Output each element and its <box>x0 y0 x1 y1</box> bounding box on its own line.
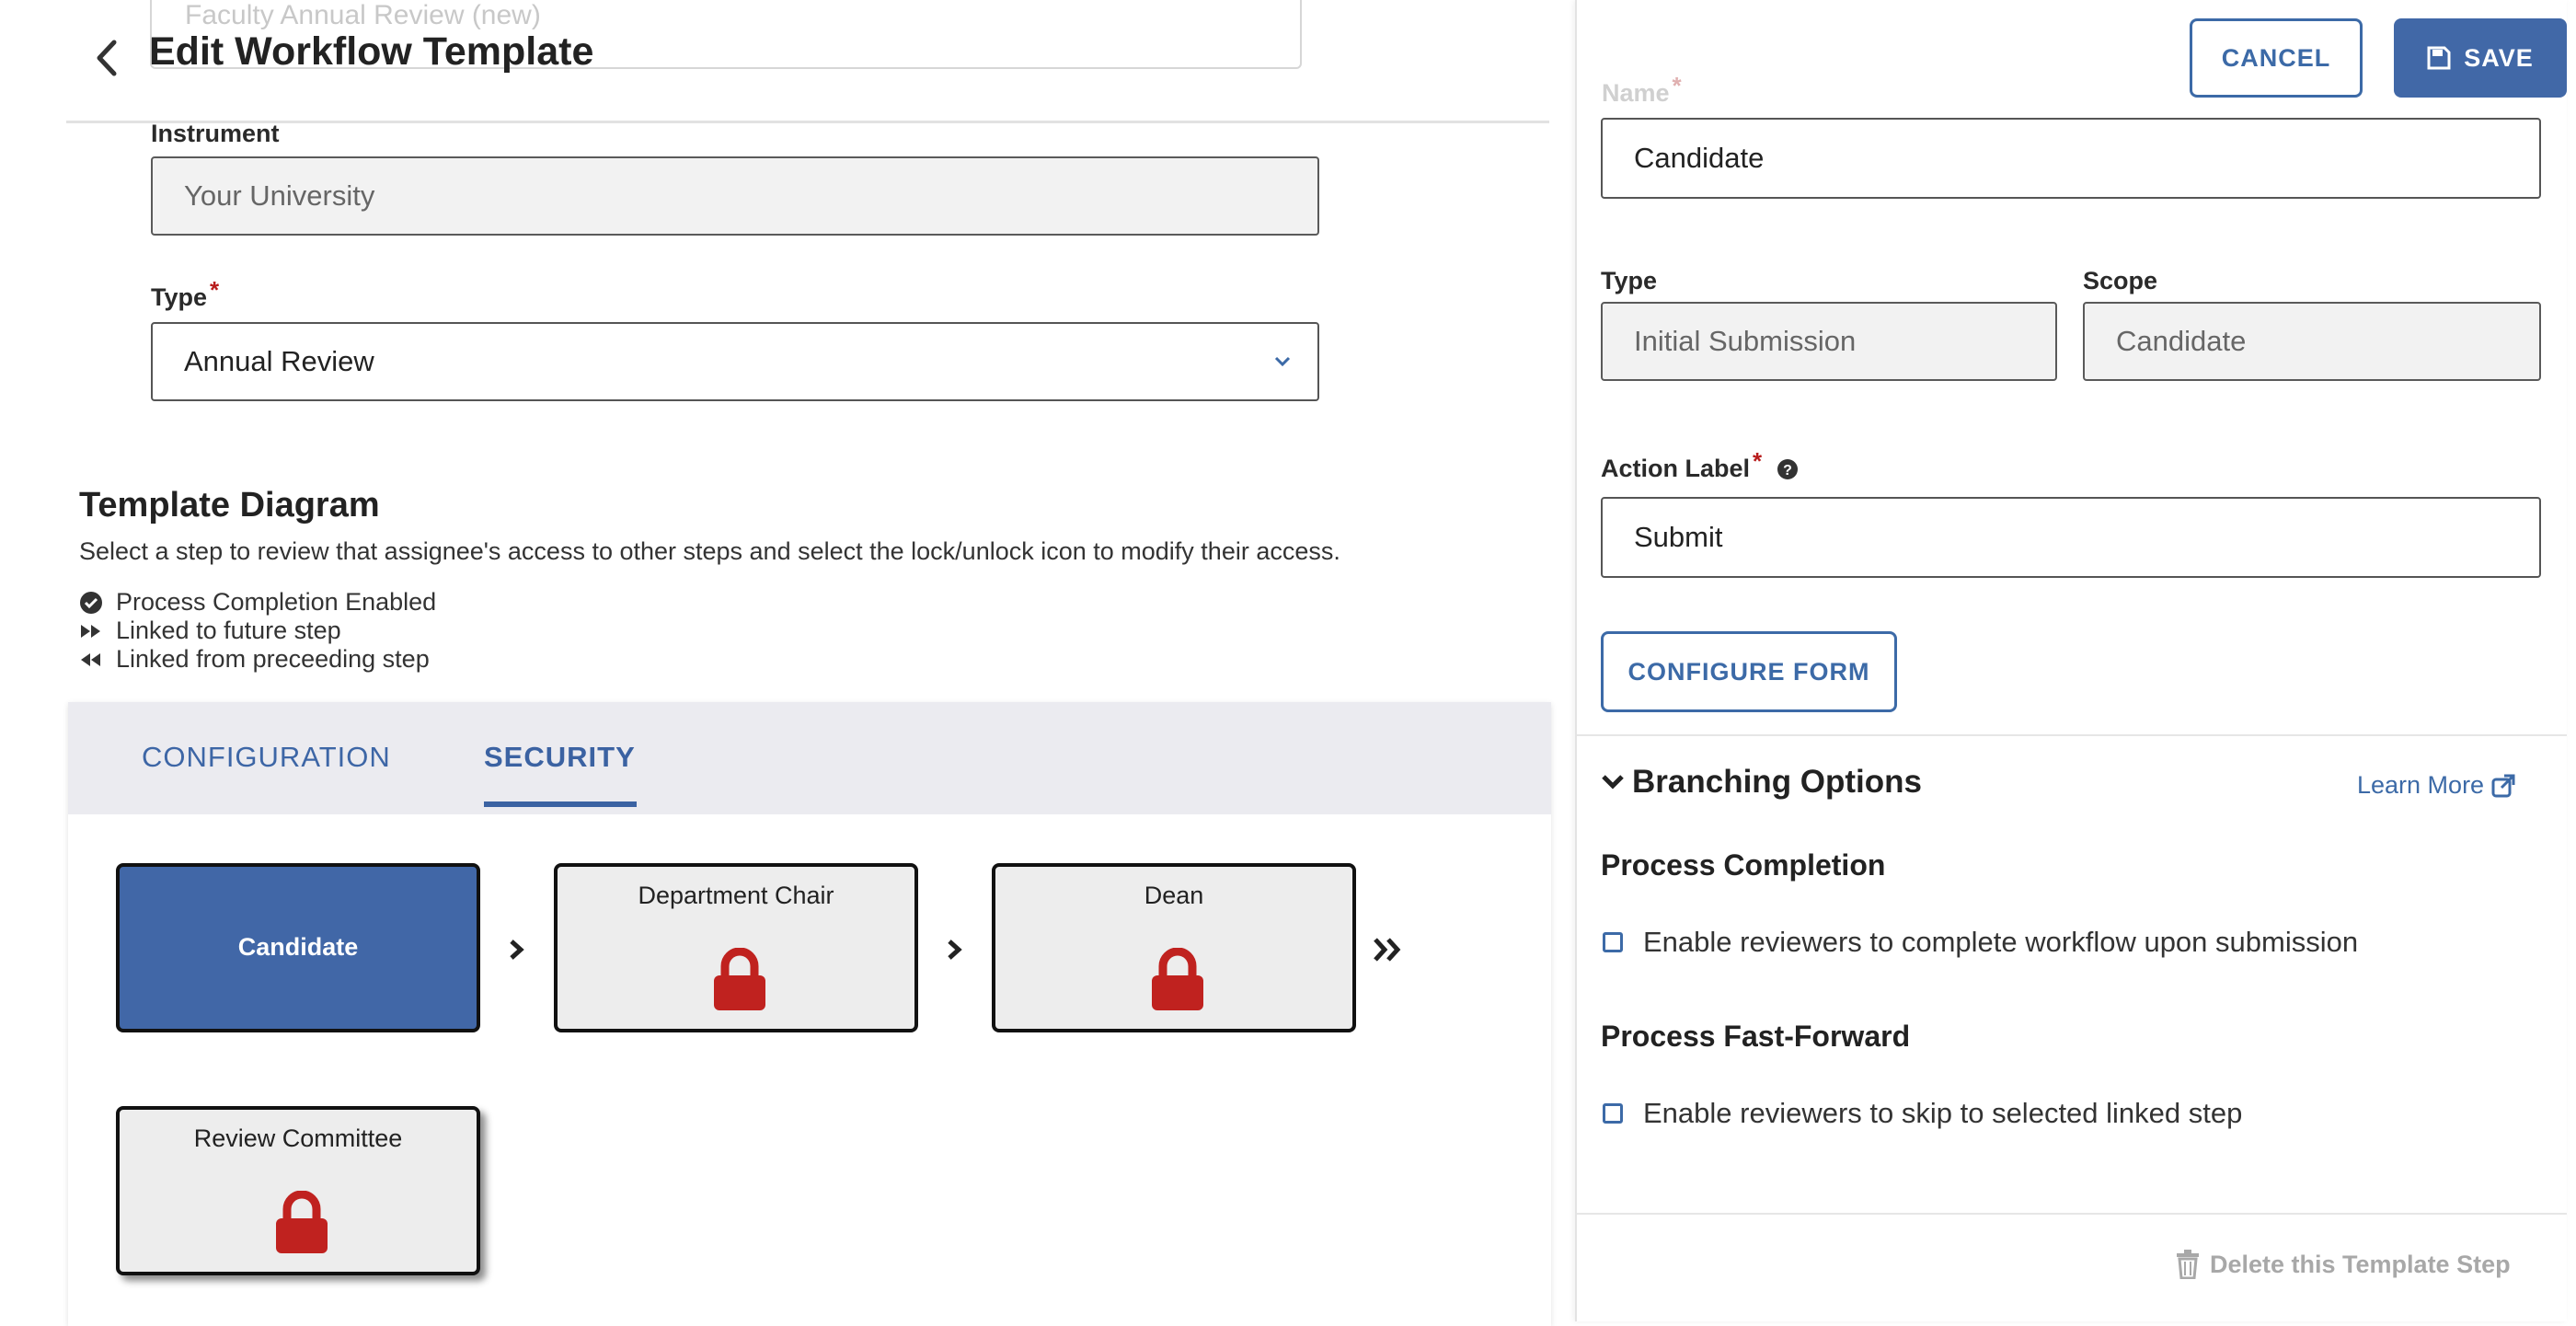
action-label-label: Action Label * ? <box>1601 455 1799 483</box>
delete-step-button[interactable] <box>2175 1250 2511 1279</box>
step-type-field <box>1601 302 2057 381</box>
type-select-value: Annual Review <box>184 345 374 377</box>
double-chevron-right-icon <box>1373 936 1404 963</box>
save-button[interactable] <box>2394 18 2567 98</box>
panel-footer-divider <box>1577 1213 2567 1215</box>
step-label: Department Chair <box>638 882 834 909</box>
required-mark: * <box>210 276 220 304</box>
double-chevron-left-icon <box>79 648 103 672</box>
process-completion-title: Process Completion <box>1601 848 1886 882</box>
step-name-input[interactable] <box>1601 118 2541 199</box>
diagram-description: Select a step to review that assignee's access to other steps and select the lock/unlock icon to modify their access. <box>79 537 1340 565</box>
save-button-label: SAVE <box>2464 43 2534 72</box>
type-select[interactable] <box>151 322 1319 401</box>
legend-item-completion: Process Completion Enabled <box>79 588 436 617</box>
lock-icon[interactable] <box>274 1191 329 1255</box>
process-completion-checkbox[interactable] <box>1603 932 1623 952</box>
template-name-value: Faculty Annual Review (new) <box>185 0 541 30</box>
floppy-disk-icon <box>2427 46 2451 70</box>
instrument-field <box>151 156 1319 236</box>
configure-form-button[interactable]: CONFIGURE FORM <box>1601 631 1897 712</box>
step-label: Review Committee <box>193 1124 403 1152</box>
panel-divider <box>1577 734 2567 736</box>
cancel-button[interactable]: CANCEL <box>2190 18 2363 98</box>
delete-step-label: Delete this Template Step <box>2210 1250 2511 1278</box>
diagram-tabs <box>68 702 1551 814</box>
step-candidate[interactable] <box>116 863 480 1032</box>
double-chevron-right-icon <box>79 619 103 643</box>
action-label-value: Submit <box>1634 521 1723 553</box>
step-label: Candidate <box>237 933 359 961</box>
required-mark: * <box>1753 447 1763 475</box>
tab-configuration[interactable]: CONFIGURATION <box>142 741 391 773</box>
scope-value: Candidate <box>2116 325 2247 357</box>
diagram-title: Template Diagram <box>79 486 380 525</box>
branching-options-toggle[interactable] <box>1601 764 1922 801</box>
instrument-value: Your University <box>184 179 375 212</box>
svg-text:?: ? <box>1783 462 1793 479</box>
type-label: Type * <box>151 276 220 311</box>
learn-more-link[interactable]: Learn More <box>2357 771 2515 800</box>
chevron-down-icon <box>1601 773 1625 791</box>
step-label: Dean <box>1144 882 1204 909</box>
step-department-chair[interactable] <box>554 863 918 1032</box>
external-link-icon <box>2491 774 2515 798</box>
action-label-input[interactable] <box>1601 497 2541 578</box>
step-type-label: Type <box>1601 267 1658 294</box>
process-fast-forward-label: Enable reviewers to skip to selected linked step <box>1643 1097 2243 1129</box>
step-review-committee[interactable] <box>116 1106 480 1275</box>
chevron-down-icon <box>1273 355 1292 368</box>
process-fast-forward-title: Process Fast-Forward <box>1601 1020 1911 1053</box>
process-fast-forward-option[interactable] <box>1603 1097 2242 1130</box>
template-diagram-card <box>68 702 1551 1326</box>
lock-icon[interactable] <box>712 948 767 1012</box>
page-title: Edit Workflow Template <box>149 29 594 74</box>
process-completion-option[interactable] <box>1603 926 2358 959</box>
active-tab-indicator <box>484 801 637 807</box>
scope-label: Scope <box>2083 267 2158 294</box>
legend-item-preceding: Linked from preceeding step <box>79 645 430 674</box>
help-icon[interactable] <box>1777 458 1799 480</box>
instrument-label: Instrument <box>151 120 280 147</box>
chevron-right-icon <box>504 938 528 962</box>
process-completion-label: Enable reviewers to complete workflow upon submission <box>1643 926 2359 958</box>
chevron-right-icon <box>942 938 966 962</box>
legend-item-future: Linked to future step <box>79 617 341 645</box>
lock-icon[interactable] <box>1150 948 1205 1012</box>
scope-field <box>2083 302 2541 381</box>
branching-options-title: Branching Options <box>1632 764 1922 800</box>
tab-security[interactable]: SECURITY <box>484 741 636 773</box>
check-circle-icon <box>79 591 103 615</box>
trash-icon <box>2175 1250 2201 1279</box>
back-arrow-icon[interactable] <box>90 37 123 79</box>
step-dean[interactable] <box>992 863 1356 1032</box>
step-type-value: Initial Submission <box>1634 325 1857 357</box>
step-name-value: Candidate <box>1634 142 1765 174</box>
name-label-scrolled: Name * <box>1602 72 1682 107</box>
process-fast-forward-checkbox[interactable] <box>1603 1103 1623 1124</box>
